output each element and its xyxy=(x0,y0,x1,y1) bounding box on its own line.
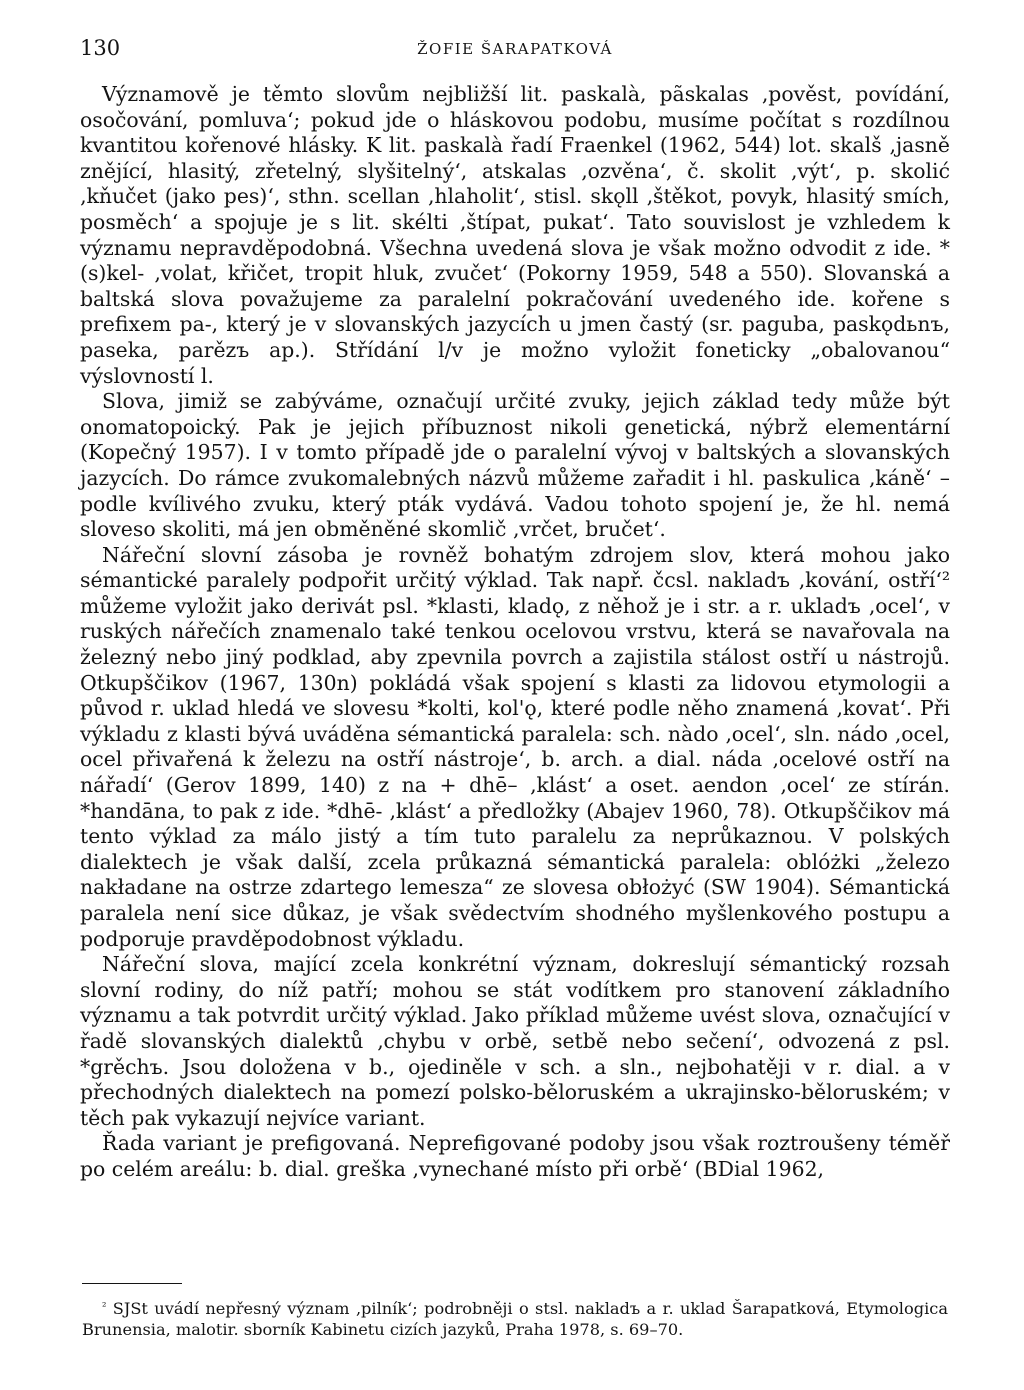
paragraph-3: Nářeční slovní zásoba je rovněž bohatým zdrojem slov, která mohou jako sémantické paralely podpořit určitý výklad. Tak např. čcsl. nakladъ ‚kování, ostří‘² můžeme vyložit jako derivát psl. *klasti, kladǫ, z něhož je i str. a r. ukladъ ‚ocel‘, v ruských nářečích znamenalo také tenkou ocelovou vrstvu, která se navařovala na železný nebo jiný podklad, aby zpevnila povrch a zajistila stálost ostří u nástrojů. Otkupščikov (1967, 130n) pokládá však spojení s klasti za lidovou etymologii a původ r. uklad hledá ve slovesu *kolti, kol'ǫ, které podle něho znamená ‚kovat‘. Při výkladu z klasti bývá uváděna sémantická paralela: sch. nàdo ‚ocel‘, sln. nádo ‚ocel, ocel přivařená k železu na ostří nástroje‘, b. arch. a dial. náda ‚ocelové ostří na nářadí‘ (Gerov 1899, 140) z na + dhē– ‚klást‘ a oset. aendon ‚ocel‘ ze stírán. *handāna, to pak z ide. *dhē- ‚klást‘ a předložky (Abajev 1960, 78). Otkupščikov má tento výklad za málo jistý a tím tuto paralelu za neprůkaznou. V polských dialektech je však další, zcela průkazná sémantická paralela: oblóżki „železo nakładane na ostrze zdartego lemesza“ ze slovesa obłożyć (SW 1904). Sémantická paralela není sice důkaz, je však svědectvím shodného myšlenkového postupu a podporuje pravděpodobnost výkladu. xyxy=(80,542,950,951)
footnote-paragraph xyxy=(82,1296,948,1340)
page-number: 130 xyxy=(80,36,121,60)
paragraph-1: Významově je těmto slovům nejbližší lit. paskalà, pãskalas ‚pověst, povídání, osočování, pomluva‘; pokud jde o hláskovou podobu, musíme počítat s rozdílnou kvantitou kořenové hlásky. K lit. paskalà řadí Fraenkel (1962, 544) lot. skalš ‚jasně znějící, hlasitý, zřetelný, slyšitelný‘, atskalas ‚ozvěna‘, č. skolit ‚výt‘, p. skolić ‚kňučet (jako pes)‘, sthn. scellan ‚hlaholit‘, stisl. skǫll ‚štěkot, povyk, hlasitý smích, posměch‘ a spojuje je s lit. skélti ‚štípat, pukat‘. Tato souvislost je vzhledem k významu nepravděpodobná. Všechna uvedená slova je však možno odvodit z ide. *(s)kel- ‚volat, křičet, tropit hluk, zvučet‘ (Pokorny 1959, 548 a 550). Slovanská a baltská slova považujeme za paralelní pokračování uvedeného ide. kořene s prefixem pa-, který je v slovanských jazycích u jmen častý (sr. paguba, paskǫdьnъ, paseka, parězъ ap.). Střídání l/v je možno vyložit foneticky „obalovanou“ výslovností l. xyxy=(80,82,950,388)
paragraph-4: Nářeční slova, mající zcela konkrétní význam, dokreslují sémantický rozsah slovní rodiny, do níž patří; mohou se stát vodítkem pro stanovení základního významu a tak potvrdit určitý výklad. Jako příklad můžeme uvést slova, označující v řadě slovanských dialektů ‚chybu v orbě, setbě nebo sečení‘, odvozená z psl. *grěchъ. Jsou doložena v b., ojediněle v sch. a sln., nejbohatěji v r. dial. a v přechodných dialektech na pomezí polsko-běloruském a ukrajinsko-běloruském; v těch pak vykazují nejvíce variant. xyxy=(80,952,950,1130)
paragraph-5: Řada variant je prefigovaná. Neprefigované podoby jsou však roztroušeny téměř po celém areálu: b. dial. greška ‚vynechané místo při orbě‘ (BDial 1962, xyxy=(80,1131,950,1181)
running-title: ŽOFIE ŠARAPATKOVÁ xyxy=(417,40,613,58)
page-header xyxy=(80,36,950,66)
footnote-rule xyxy=(82,1283,182,1284)
footnote-mark: ² xyxy=(102,1300,107,1313)
footnote xyxy=(82,1296,948,1340)
paragraph-2: Slova, jimiž se zabýváme, označují určité zvuky, jejich základ tedy může být onomatopoický. Pak je jejich příbuznost nikoli genetická, nýbrž elementární (Kopečný 1957). I v tomto případě jde o paralelní vývoj v baltských a slovanských jazycích. Do rámce zvukomalebných názvů můžeme zařadit i hl. paskulica ‚káně‘ – podle kvílivého zvuku, který pták vydává. Vadou tohoto spojení je, že hl. nemá sloveso skoliti, má jen obměněné skomlič ‚vrčet, bručet‘. xyxy=(80,389,950,542)
body-text xyxy=(80,82,950,1183)
footnote-text: SJSt uvádí nepřesný význam ‚pilník‘; podrobněji o stsl. nakladъ a r. uklad Šarapatková, Etymologica Brunensia, malotir. sborník Kabinetu cizích jazyků, Praha 1978, s. 69–70. xyxy=(82,1299,948,1339)
